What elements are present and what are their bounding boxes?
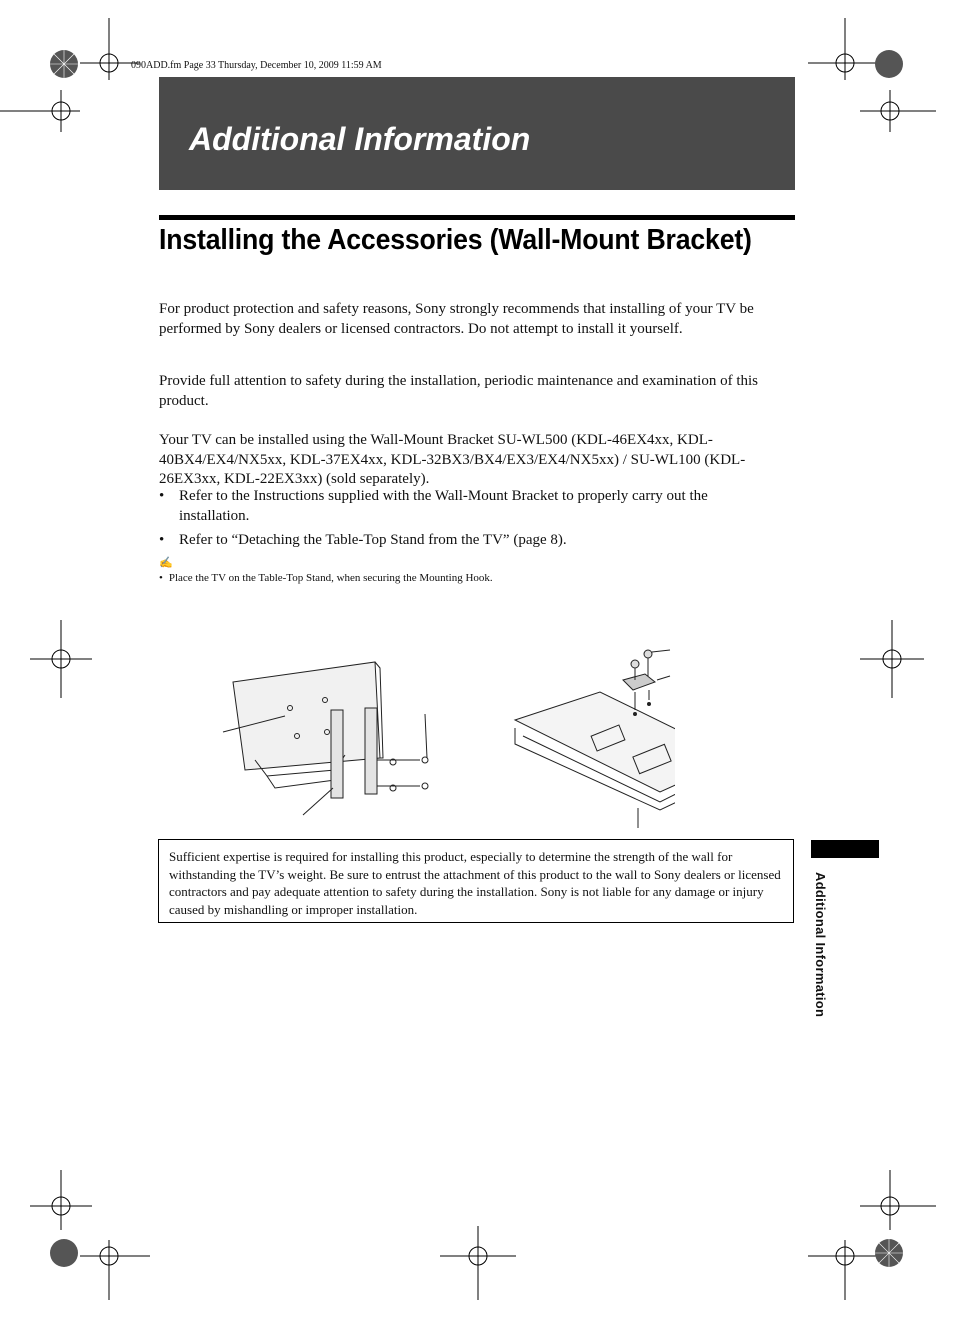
bullet-icon: •	[159, 532, 165, 548]
page-title: Installing the Accessories (Wall-Mount Bracket)	[159, 224, 752, 256]
wall-mount-illustration	[215, 640, 675, 830]
paragraph: For product protection and safety reasons, Sony strongly recommends that installing of your TV be performed by Sony dealers or licensed contractors. Do not attempt to install it yourself.	[159, 301, 754, 337]
list-item-text: Refer to the Instructions supplied with the Wall-Mount Bracket to properly carry out the installation.	[179, 488, 708, 524]
paragraph: Provide full attention to safety during the installation, periodic maintenance and examination of this product.	[159, 373, 759, 409]
note	[159, 572, 493, 584]
paragraph: Your TV can be installed using the Wall-Mount Bracket SU-WL500 (KDL-46EX4xx, KDL-40BX4/EX4/NX5xx, KDL-37EX4xx, KDL-32BX3/BX4/EX3/EX4/NX5xx) / SU-WL100 (KDL-26EX3xx, KDL-22EX3xx) (sold separately).	[159, 432, 746, 487]
bullet-icon: •	[159, 572, 163, 584]
note-pencil-icon: ✍	[159, 557, 173, 569]
section-banner	[159, 77, 795, 190]
warning-box	[158, 839, 794, 923]
list-item-text: Refer to “Detaching the Table-Top Stand from the TV” (page 8).	[179, 532, 567, 548]
section-banner-title: Additional Information	[189, 121, 531, 157]
note-text: Place the TV on the Table-Top Stand, when securing the Mounting Hook.	[168, 572, 493, 584]
side-label	[812, 872, 832, 1042]
file-header: 090ADD.fm Page 33 Thursday, December 10, 2009 11:59 AM	[131, 60, 382, 71]
bullet-icon: •	[159, 488, 165, 504]
warning-text: Sufficient expertise is required for installing this product, especially to determine the strength of the wall for withstanding the TV’s weight. Be sure to entrust the attachment of this product to the wall to Sony dealers or licensed contractors and pay adequate attention to safety during the installation. Sony is not liable for any damage or injury caused by mishandling or improper installation.	[169, 849, 781, 917]
title-rule	[159, 215, 795, 220]
side-label-text: Additional Information	[813, 872, 828, 1018]
side-tab-marker	[811, 840, 879, 858]
